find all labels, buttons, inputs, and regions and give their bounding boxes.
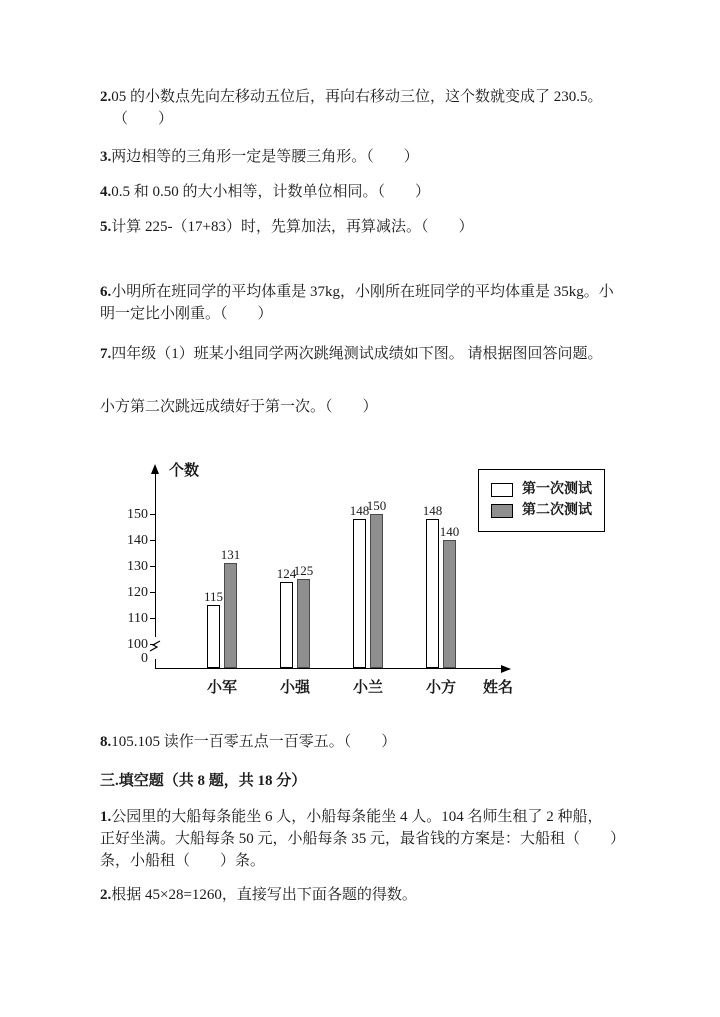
question-number: 3. <box>100 149 112 165</box>
y-tick <box>150 644 155 645</box>
legend-label: 第一次测试 <box>522 482 592 497</box>
y-tick-label: 110 <box>127 611 148 626</box>
legend-swatch <box>491 483 513 497</box>
x-axis-arrow-icon <box>501 665 511 673</box>
answer-parentheses: （ ） <box>113 111 174 127</box>
bar-value-label: 140 <box>439 524 460 539</box>
question-number: 6. <box>100 284 112 300</box>
question-text: 公园里的大船每条能坐 6 人，小船每条能坐 4 人。104 名师生租了 2 种船， <box>111 809 603 825</box>
y-tick <box>150 540 155 541</box>
bar-value-label: 148 <box>422 503 443 519</box>
axis-break-icon <box>148 637 162 659</box>
question-judge-8 <box>100 731 628 753</box>
question-number: 8. <box>100 734 112 750</box>
question-text: 计算 225-（17+83）时，先算加法，再算减法。（ ） <box>111 219 474 235</box>
bar-first-test <box>353 519 366 668</box>
question-line <box>100 281 628 303</box>
question-number: 2. <box>100 89 112 105</box>
bar-second-test <box>370 514 383 668</box>
question-text: 四年级（1）班某小组同学两次跳绳测试成绩如下图。 请根据图回答问题。 <box>111 346 603 362</box>
chart-legend <box>478 469 605 532</box>
question-judge-4 <box>100 181 628 203</box>
category-label: 小方 <box>425 680 456 696</box>
question-fill-1 <box>100 806 628 872</box>
question-judge-7-intro <box>100 343 628 365</box>
y-tick <box>150 566 155 567</box>
y-tick-label: 120 <box>127 585 148 600</box>
section-header-fill-in: 三.填空题（共 8 题，共 18 分） <box>100 773 307 789</box>
x-axis-label: 姓名 <box>483 680 514 696</box>
question-line <box>100 806 628 828</box>
question-line: 正好坐满。大船每条 50 元，小船每条 35 元，最省钱的方案是：大船租（ ） <box>100 831 626 847</box>
y-tick <box>150 514 155 515</box>
question-judge-7-sub <box>100 396 628 418</box>
bar-second-test <box>297 579 310 668</box>
question-text: 两边相等的三角形一定是等腰三角形。（ ） <box>111 149 419 165</box>
y-tick-label: 150 <box>127 507 148 522</box>
question-line <box>100 343 628 365</box>
question-line <box>100 86 628 108</box>
question-line: 条，小船租（ ）条。 <box>100 853 266 869</box>
legend-item-first-test <box>491 481 592 499</box>
bar-second-test <box>443 540 456 668</box>
question-line: 明一定比小刚重。（ ） <box>100 306 273 322</box>
y-axis-label: 个数 <box>169 463 200 479</box>
bar-first-test <box>207 605 220 668</box>
question-number: 2. <box>100 887 112 903</box>
question-judge-6 <box>100 281 628 325</box>
x-axis-line <box>155 668 502 669</box>
question-number: 7. <box>100 346 112 362</box>
bar-chart <box>100 463 628 700</box>
question-line <box>100 181 628 203</box>
bar-second-test <box>224 563 237 668</box>
question-fill-2 <box>100 884 628 906</box>
bar-value-label: 150 <box>366 498 387 513</box>
question-text: 根据 45×28=1260，直接写出下面各题的得数。 <box>111 887 417 903</box>
legend-label: 第二次测试 <box>522 503 592 518</box>
question-number: 1. <box>100 809 112 825</box>
category-label: 小兰 <box>352 680 383 696</box>
bar-value-label: 148 <box>349 503 370 519</box>
category-label: 小强 <box>279 680 310 696</box>
question-line <box>100 884 628 906</box>
question-judge-3 <box>100 146 628 168</box>
y-tick <box>150 592 155 593</box>
question-text: 105.105 读作一百零五点一百零五。（ ） <box>111 734 397 750</box>
y-origin-label: 0 <box>141 651 148 666</box>
question-judge-2 <box>100 86 628 130</box>
bar-value-label: 131 <box>220 547 241 563</box>
question-text: 0.5 和 0.50 的大小相等，计数单位相同。（ ） <box>111 184 431 200</box>
bar-first-test <box>426 519 439 668</box>
category-label: 小军 <box>206 680 237 696</box>
question-text: 05 的小数点先向左移动五位后，再向右移动三位，这个数就变成了 230.5。 <box>111 89 603 105</box>
question-number: 5. <box>100 219 112 235</box>
question-text: 小方第二次跳远成绩好于第一次。（ ） <box>100 399 378 415</box>
question-line <box>100 146 628 168</box>
legend-swatch <box>491 504 513 518</box>
question-line <box>100 216 628 238</box>
y-tick <box>150 618 155 619</box>
question-text: 小明所在班同学的平均体重是 37kg，小刚所在班同学的平均体重是 35kg。小 <box>111 284 614 300</box>
y-tick-label: 140 <box>127 533 148 548</box>
question-judge-5 <box>100 216 628 238</box>
bar-value-label: 124 <box>276 565 297 581</box>
bar-value-label: 125 <box>293 563 314 578</box>
question-line <box>100 731 628 753</box>
y-tick-label: 100 <box>127 637 148 652</box>
legend-item-second-test <box>491 502 592 520</box>
bar-first-test <box>280 582 293 668</box>
y-tick-label: 130 <box>127 559 148 574</box>
question-number: 4. <box>100 184 112 200</box>
bar-value-label: 115 <box>203 589 224 604</box>
